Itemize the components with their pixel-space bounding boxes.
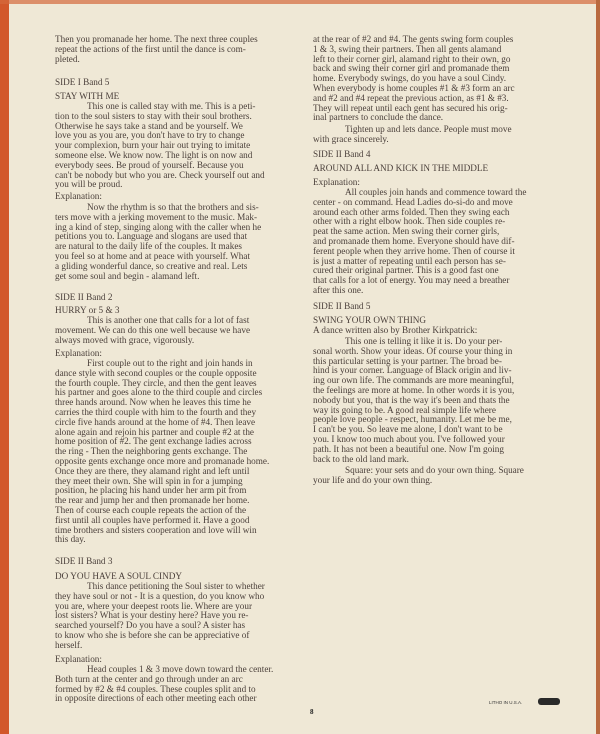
- text-line: nobody but you, that is the way it's been and thats the: [313, 394, 510, 405]
- text-line: the ring - Then the neighboring gents exchange. The: [55, 446, 248, 457]
- text-line: SIDE II Band 5: [313, 301, 371, 311]
- block-s2b5: [313, 302, 370, 312]
- text-line: alone again and rejoin his partner and couple #2 at the: [55, 426, 254, 437]
- text-line: they meet their own. She will spin in for a jumping: [55, 475, 243, 486]
- block-s2b5-close: [313, 466, 524, 486]
- block-intro: [55, 35, 258, 64]
- text-line: back and swing their corner girl and promanade them: [313, 63, 510, 74]
- text-line: at the rear of #2 and #4. The gents swing form couples: [313, 34, 514, 44]
- text-line: everybody sees. Be proud of yourself. Because you: [55, 159, 244, 170]
- text-line: Then of course each couple repeats the action of the: [55, 504, 247, 515]
- text-line: your life and do your own thing.: [313, 474, 433, 485]
- text-line: This one is called stay with me. This is a peti-: [87, 101, 256, 111]
- text-line: SWING YOUR OWN THING: [313, 315, 427, 325]
- text-line: and promanade them home. Everyone should have dif-: [313, 235, 515, 246]
- text-line: Head couples 1 & 3 move down toward the center.: [87, 664, 274, 674]
- text-line: people love people - respect, humanity. Let me be me,: [313, 414, 512, 425]
- text-line: are natural to the daily life of the couples. It makes: [55, 241, 242, 252]
- text-line: movement. We can do this one well because we have: [55, 324, 251, 335]
- block-s2b5-body: [313, 337, 514, 464]
- text-line: This is another one that calls for a lot of fast: [87, 315, 250, 325]
- text-line: SIDE II Band 4: [313, 149, 371, 159]
- text-line: his partner and goes alone to the third couple and circles: [55, 387, 263, 398]
- text-line: SIDE I Band 5: [55, 77, 110, 87]
- text-line: the feelings are more at home. In other words it is you,: [313, 384, 515, 395]
- text-line: home position of #2. The gent exchange ladies across: [55, 436, 252, 447]
- text-line: Once they are there, they alamand right and left until: [55, 465, 250, 476]
- text-line: back to the old land mark.: [313, 453, 409, 464]
- page-edge-right: [596, 0, 600, 734]
- block-s2b3-close: [313, 125, 512, 145]
- text-line: home. Everybody swings, do you have a soul Cindy.: [313, 73, 507, 84]
- text-line: position, he placing his hand under her arm pit from: [55, 485, 247, 496]
- text-line: that calls for a lot of energy. You may need a breather: [313, 275, 510, 286]
- text-line: ters move with a jerking movement to the music. Mak-: [55, 211, 258, 222]
- text-line: circle five hands around at the home of #4. Then leave: [55, 416, 256, 427]
- text-line: petitions you to. Language and slogans are used that: [55, 231, 248, 242]
- text-line: Explanation:: [55, 348, 102, 358]
- text-line: a gliding wonderful dance, so creative and real. Lets: [55, 260, 248, 271]
- text-line: AROUND ALL AND KICK IN THE MIDDLE: [313, 163, 489, 173]
- text-line: this particular setting is your partner. The broad be-: [313, 355, 502, 366]
- text-line: A dance written also by Brother Kirkpatrick:: [313, 324, 478, 335]
- text-line: is just a matter of repeating until each person has se-: [313, 255, 506, 266]
- text-line: searched yourself? Do you have a soul? A sister has: [55, 620, 246, 631]
- text-line: lost sisters? What is your destiny here? Have you re-: [55, 610, 249, 621]
- text-line: SIDE II Band 2: [55, 292, 113, 302]
- text-line: can't be nobody but who you are. Check yourself out and: [55, 169, 265, 180]
- block-s2b5-title: [313, 316, 477, 336]
- text-line: All couples join hands and commence toward the: [345, 187, 527, 197]
- text-line: Square: your sets and do your own thing. Square: [345, 465, 524, 475]
- text-line: other with a right elbow hook. Then side couples re-: [313, 216, 506, 227]
- text-line: inal partners to conclude the dance.: [313, 112, 444, 123]
- text-line: This one is telling it like it is. Do your per-: [345, 336, 503, 346]
- text-line: repeat the actions of the first until the dance is com-: [55, 43, 246, 54]
- text-line: Then you promanade her home. The next three couples: [55, 34, 258, 44]
- block-s1b5-expl-body: [55, 203, 261, 281]
- text-line: time brothers and sisters cooperation and love will win: [55, 524, 257, 535]
- text-line: formed by #2 & #4 couples. These couples split and to: [55, 683, 256, 694]
- text-line: Explanation:: [55, 191, 102, 201]
- text-line: after this one.: [313, 284, 364, 295]
- block-s2b3: [55, 557, 112, 567]
- block-s1b5-body: [55, 102, 265, 190]
- text-line: to know who she is before she can be appreciative of: [55, 629, 250, 640]
- text-line: you will be proud.: [55, 179, 123, 190]
- text-line: I can't be you. So leave me alone, I don't want to be: [313, 424, 503, 435]
- block-s2b3-cont: [313, 35, 515, 123]
- text-line: tion to the soul sisters to stay with their soul brothers.: [55, 110, 252, 121]
- text-line: dance style with second couples or the couple opposite: [55, 367, 257, 378]
- text-line: get some soul and begin - alamand left.: [55, 270, 200, 281]
- text-line: you are, where your deepest roots lie. Where are your: [55, 600, 253, 611]
- text-line: three hands around. Now when he leaves this time he: [55, 397, 251, 408]
- text-line: always moved with grace, vigorously.: [55, 334, 195, 345]
- text-line: STAY WITH ME: [55, 91, 120, 101]
- text-line: When everybody is home couples #1 & #3 form an arc: [313, 82, 515, 93]
- text-line: They will repeat until each gent has secured his orig-: [313, 102, 508, 113]
- block-s2b2-body: [55, 316, 250, 345]
- text-line: love you as you are, you don't have to try to change: [55, 130, 245, 141]
- page-edge-left: [0, 0, 9, 734]
- text-line: the rear and jump her and then promanade her home.: [55, 495, 250, 506]
- text-line: First couple out to the right and join hands in: [87, 358, 253, 368]
- text-line: with grace sincerely.: [313, 133, 389, 144]
- text-line: this day.: [55, 534, 86, 545]
- text-line: cured their original partner. This is a good fast one: [313, 265, 499, 276]
- text-line: peat the same action. Men swing their corner girls,: [313, 226, 500, 237]
- text-line: 1 & 3, swing their partners. Then all gents alamand: [313, 43, 502, 54]
- page-number: 8: [310, 708, 314, 716]
- text-line: around each other arms folded. Then they swing each: [313, 206, 510, 217]
- text-line: opposite gents exchange once more and promanade home.: [55, 455, 270, 466]
- text-line: This dance petitioning the Soul sister to whether: [87, 581, 265, 591]
- text-line: in opposite directions of each other meeting each other: [55, 693, 257, 704]
- text-line: carries the third couple with him to the fourth and they: [55, 406, 257, 417]
- text-line: SIDE II Band 3: [55, 556, 113, 566]
- text-line: the fourth couple. They circle, and then the gent leaves: [55, 377, 257, 388]
- block-s2b2: [55, 293, 112, 303]
- text-line: path. It has not been a beautiful one. Now I'm going: [313, 443, 504, 454]
- text-line: ferent people when they arrive home. Then of course it: [313, 245, 515, 256]
- text-line: herself.: [55, 639, 83, 650]
- text-line: Explanation:: [55, 654, 102, 664]
- text-line: Explanation:: [313, 177, 360, 187]
- text-line: you. I know too much about you. I've followed your: [313, 433, 505, 444]
- block-s2b2-expl-body: [55, 359, 269, 545]
- block-s2b3-body: [55, 582, 265, 651]
- block-s2b4-expl-body: [313, 188, 526, 296]
- text-line: someone else. We know now. The light is on now and: [55, 149, 253, 160]
- block-s2b4: [313, 150, 370, 160]
- text-line: left to their corner girl, alamand right to their own, go: [313, 53, 511, 64]
- litho-imprint: LITHO IN U.S.A.: [489, 700, 523, 705]
- text-line: your complexion, burn your hair out trying to imitate: [55, 140, 251, 151]
- block-s2b4-title: [313, 164, 488, 174]
- text-line: and #2 and #4 repeat the previous action, as #1 & #3.: [313, 92, 509, 103]
- text-line: they have soul or not - It is a question, do you know who: [55, 590, 265, 601]
- text-line: sonal worth. Show your ideas. Of course your thing in: [313, 345, 513, 356]
- text-line: ing our own life. The commands are more meaningful,: [313, 375, 514, 386]
- text-line: Both turn at the center and go through under an arc: [55, 673, 243, 684]
- text-line: way its going to be. A good real simple life where: [313, 404, 496, 415]
- union-label-logo: [538, 698, 560, 705]
- text-line: Tighten up and lets dance. People must move: [345, 124, 512, 134]
- text-line: HURRY or 5 & 3: [55, 305, 120, 315]
- text-line: first until all couples have performed it. Have a good: [55, 514, 250, 525]
- text-line: Now the rhythm is so that the brothers and sis-: [87, 202, 259, 212]
- text-line: DO YOU HAVE A SOUL CINDY: [55, 571, 183, 581]
- page-edge-top: [0, 0, 600, 4]
- block-s2b3-expl-body: [55, 665, 273, 704]
- text-line: Otherwise he says take a stand and be yourself. We: [55, 120, 243, 131]
- text-line: you feel so at home and at peace with yourself. What: [55, 250, 250, 261]
- block-s1b5-expl: [55, 192, 102, 202]
- text-line: hind is your corner. Language of Black origin and liv-: [313, 365, 512, 376]
- text-line: pleted.: [55, 53, 80, 64]
- block-s1b5: [55, 78, 109, 88]
- text-line: center - on command. Head Ladies do-si-do and move: [313, 196, 513, 207]
- text-line: ing a kind of step, singing along with the caller when he: [55, 221, 262, 232]
